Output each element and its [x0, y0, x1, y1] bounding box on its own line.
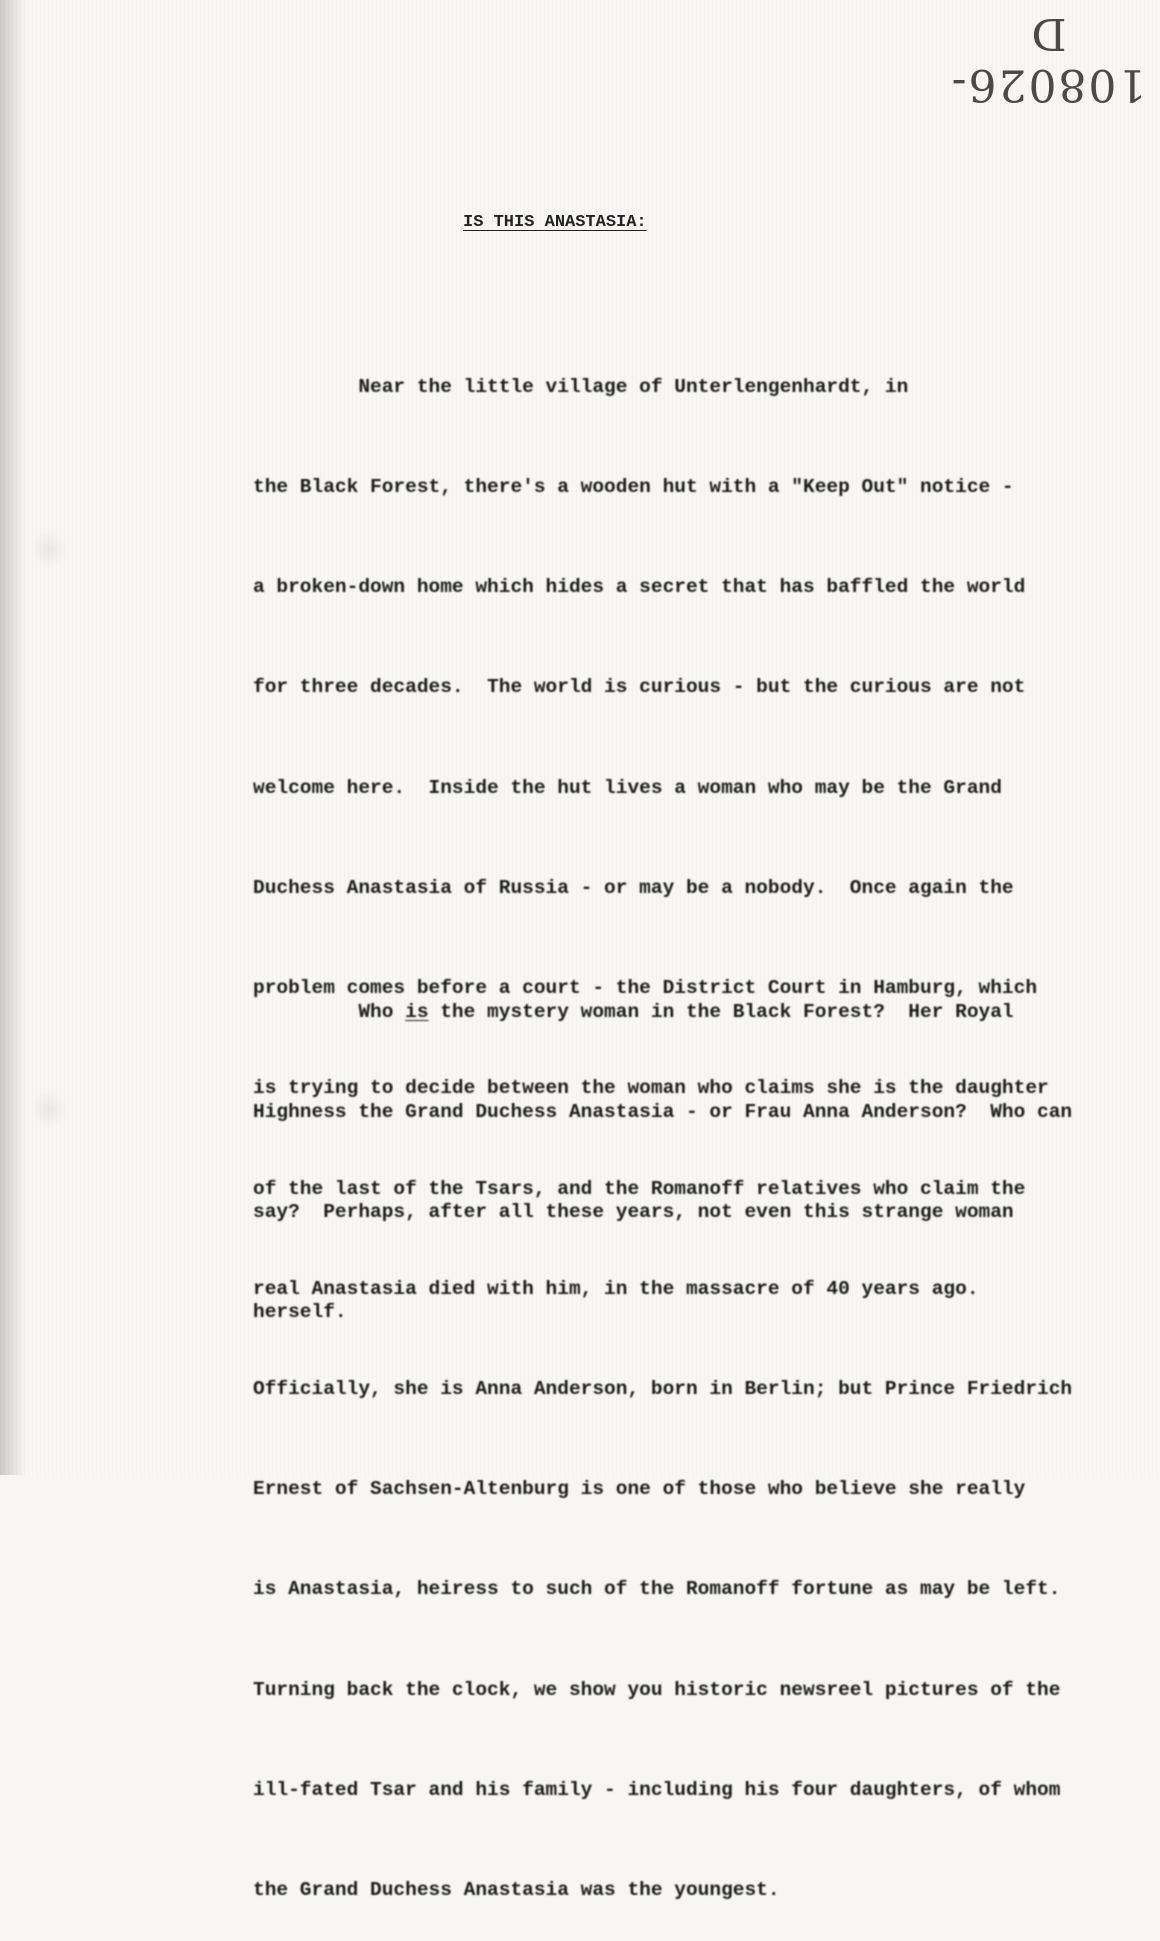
text-line: the Black Forest, there's a wooden hut with a "Keep Out" notice - — [253, 476, 1014, 499]
emphasized-word: is — [405, 1000, 429, 1023]
text-line: Turning back the clock, we show you historic newsreel pictures of the — [253, 1678, 1061, 1701]
text-line: ill-fated Tsar and his family - including his four daughters, of whom — [253, 1778, 1061, 1801]
text-line: Near the little village of Unterlengenhardt, in — [253, 375, 909, 398]
document-id-stamp: 108026-D — [949, 8, 1147, 110]
text-line: real Anastasia died with him, in the massacre of 40 years ago. — [253, 1277, 979, 1300]
text-line: is trying to decide between the woman who claims she is the daughter — [253, 1077, 1049, 1100]
text-line: Duchess Anastasia of Russia - or may be a nobody. Once again the — [253, 876, 1014, 899]
text-line: for three decades. The world is curious - but the curious are not — [253, 676, 1026, 699]
text-line: welcome here. Inside the hut lives a woman who may be the Grand — [253, 776, 1002, 799]
paragraph-2 — [253, 929, 1153, 1363]
text-line: is Anastasia, heiress to such of the Romanoff fortune as may be left. — [253, 1578, 1061, 1601]
text-line: Ernest of Sachsen-Altenburg is one of those who believe she really — [253, 1478, 1026, 1501]
punch-hole-mark — [30, 530, 68, 568]
text-segment: Who — [253, 1000, 406, 1023]
text-line: herself. — [253, 1301, 347, 1324]
text-line: the Grand Duchess Anastasia was the youngest. — [253, 1879, 780, 1902]
punch-hole-mark — [30, 1090, 68, 1128]
text-line: Officially, she is Anna Anderson, born in Berlin; but Prince Friedrich — [253, 1378, 1073, 1400]
scan-edge-shadow — [0, 0, 26, 1475]
text-line: say? Perhaps, after all these years, not even this strange woman — [253, 1201, 1014, 1224]
text-line: a broken-down home which hides a secret that has baffled the world — [253, 576, 1026, 599]
text-line — [253, 996, 1153, 1029]
text-line: problem comes before a court - the District Court in Hamburg, which — [253, 977, 1038, 1000]
text-line: Highness the Grand Duchess Anastasia - or Frau Anna Anderson? Who can — [253, 1101, 1073, 1124]
text-segment: the mystery woman in the Black Forest? Her Royal — [428, 1000, 1014, 1023]
document-title: IS THIS ANASTASIA: — [463, 213, 647, 232]
text-line: of the last of the Tsars, and the Romanoff relatives who claim the — [253, 1177, 1026, 1200]
